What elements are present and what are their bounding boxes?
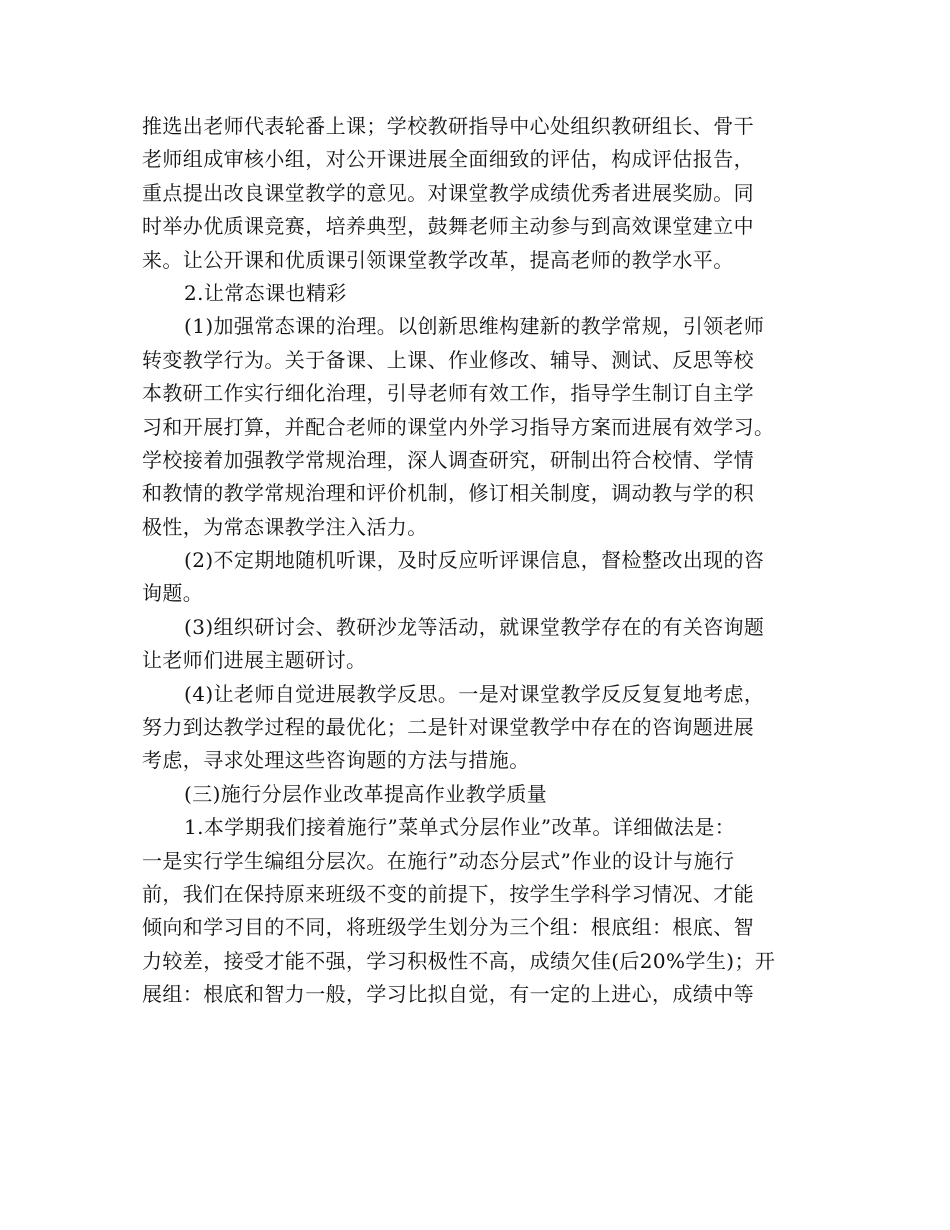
text-line: 展组：根底和智力一般，学习比拟自觉，有一定的上进心，成绩中等	[142, 982, 754, 1007]
text-line: (1)加强常态课的治理。以创新思维构建新的教学常规，引领老师	[184, 314, 765, 339]
text-line: 时举办优质课竞赛，培养典型，鼓舞老师主动参与到高效课堂建立中	[142, 214, 754, 239]
text-line: 和教情的教学常规治理和评价机制，修订相关制度，调动教与学的积	[142, 481, 754, 506]
document-body	[142, 110, 822, 1012]
text-line: 倾向和学习目的不同，将班级学生划分为三个组：根底组：根底、智	[142, 915, 754, 940]
text-line: 努力到达教学过程的最优化；二是针对课堂教学中存在的咨询题进展	[142, 715, 754, 740]
text-line: 学校接着加强教学常规治理，深人调查研究，研制出符合校情、学情	[142, 447, 754, 472]
text-line: (2)不定期地随机听课，及时反应听评课信息，督检整改出现的咨	[184, 548, 765, 573]
text-line: 让老师们进展主题研讨。	[142, 648, 367, 673]
text-line: 前，我们在保持原来班级不变的前提下，按学生学科学习情况、才能	[142, 881, 754, 906]
text-line: 重点提出改良课堂教学的意见。对课堂教学成绩优秀者进展奖励。同	[142, 180, 754, 205]
text-line: 习和开展打算，并配合老师的课堂内外学习指导方案而进展有效学习。	[142, 414, 775, 439]
text-line: 极性，为常态课教学注入活力。	[142, 514, 428, 539]
text-line: 本教研工作实行细化治理，引导老师有效工作，指导学生制订自主学	[142, 381, 754, 406]
text-line: 老师组成审核小组，对公开课进展全面细致的评估，构成评估报告，	[142, 147, 754, 172]
text-line: 2.让常态课也精彩	[184, 280, 347, 305]
text-line: 推选出老师代表轮番上课；学校教研指导中心处组织教研组长、骨干	[142, 114, 754, 138]
text-line: 考虑，寻求处理这些咨询题的方法与措施。	[142, 748, 530, 773]
text-line: (3)组织研讨会、教研沙龙等活动，就课堂教学存在的有关咨询题	[184, 614, 765, 639]
text-line: (三)施行分层作业改革提高作业教学质量	[184, 781, 548, 806]
text-line: 一是实行学生编组分层次。在施行”动态分层式”作业的设计与施行	[142, 848, 735, 873]
text-line: 转变教学行为。关于备课、上课、作业修改、辅导、测试、反思等校	[142, 347, 754, 372]
text-line: 1.本学期我们接着施行”菜单式分层作业”改革。详细做法是：	[184, 815, 736, 840]
text-line: 来。让公开课和优质课引领课堂教学改革，提高老师的教学水平。	[142, 247, 734, 272]
text-line: (4)让老师自觉进展教学反思。一是对课堂教学反反复复地考虑，	[184, 681, 765, 706]
text-line: 力较差，接受才能不强，学习积极性不高，成绩欠佳(后20%学生)；开	[142, 948, 776, 973]
text-line: 询题。	[142, 581, 204, 606]
